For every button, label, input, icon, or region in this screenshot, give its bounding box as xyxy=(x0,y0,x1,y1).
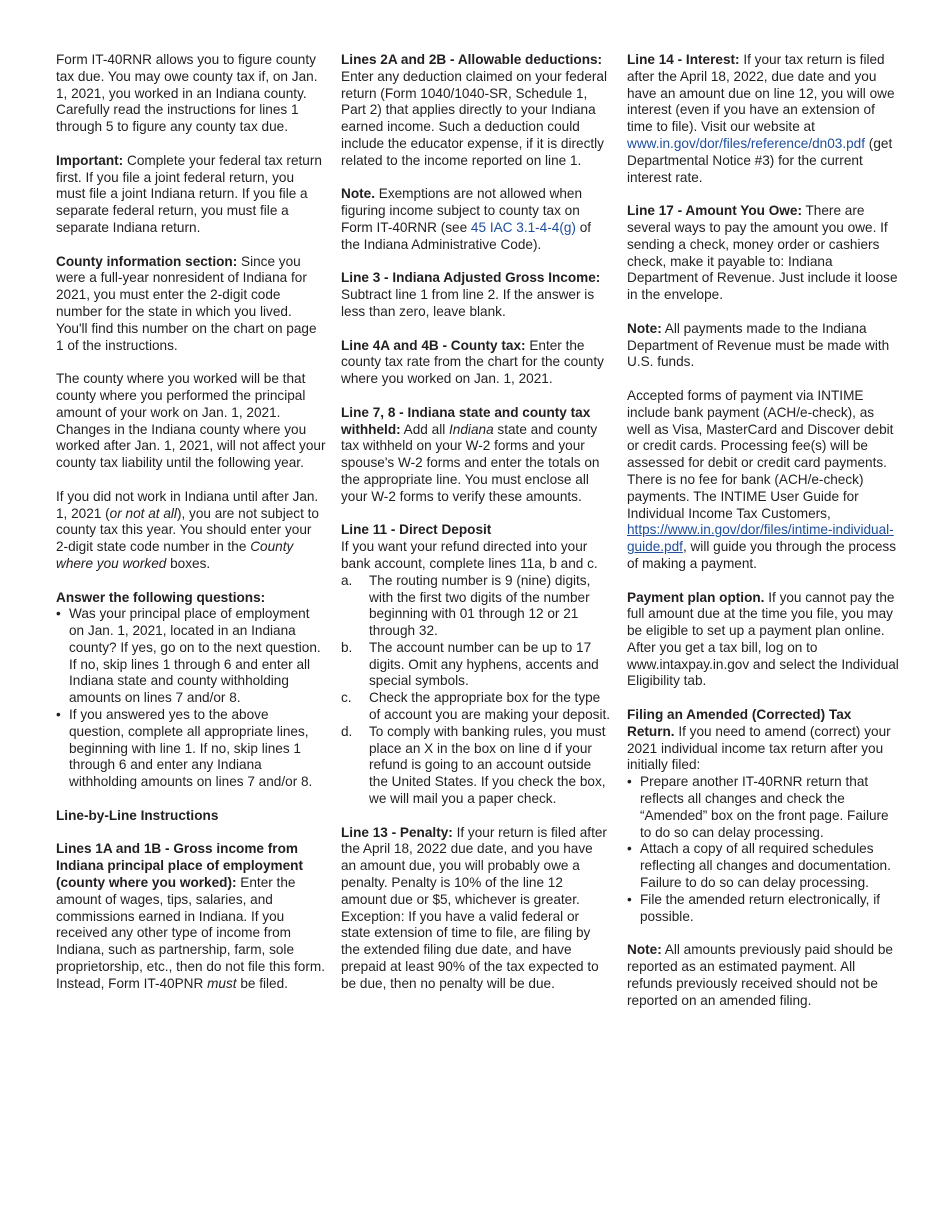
county-worked-paragraph: The county where you worked will be that county where you performed the principal amount of your work on Jan. 1, 2021. Changes in the Indiana county where you worked after Jan. 1, 2021, will not affect your county tax liability until the following year. xyxy=(56,371,326,471)
line-1-heading: Lines 1A and 1B - Gross income from Indiana principal place of employment (county where you worked): xyxy=(56,841,304,891)
list-item: • File the amended return electronically, if possible. xyxy=(627,892,899,926)
county-info-paragraph: County information section: Since you were a full-year nonresident of Indiana for 2021, you must enter the 2-digit code number for the state in which you lived. You'll find this number on the chart on page 1 of the instructions. xyxy=(56,253,317,353)
line-2-heading: Lines 2A and 2B - Allowable deductions: xyxy=(341,52,603,67)
questions-list xyxy=(56,606,326,791)
line-14-paragraph: Line 14 - Interest: If your tax return is filed after the April 18, 2022, due date and you have an amount due on line 12, you will owe interest (even if you have an extension of time to file). Visit our website at www.in.gov/dor/files/reference/dn03.pdf (get Departmental Notice #3) for the current interest rate. xyxy=(627,52,895,185)
questions-section xyxy=(56,590,326,792)
line-1-paragraph: Lines 1A and 1B - Gross income from Indiana principal place of employment (county where you worked): Enter the amount of wages, tips, salaries, and commissions earned in Indiana. If you received any other type of income from Indiana, such as partnership, farm, sole proprietorship, etc., then do not file this form. Instead, Form IT-40PNR must be filed. xyxy=(56,841,325,991)
list-item: • If you answered yes to the above question, complete all appropriate lines, beginning with line 1. If no, skip lines 1 through 6 and enter any Indiana withholding amounts on lines 7 and/or 8. xyxy=(56,707,326,791)
important-heading: Important: xyxy=(56,152,124,168)
direct-deposit-list xyxy=(341,573,611,808)
questions-heading: Answer the following questions: xyxy=(56,589,266,605)
list-item: a. The routing number is 9 (nine) digits, with the first two digits of the number beginning with 01 through 12 or 21 through 32. xyxy=(341,572,591,639)
line-14-heading: Line 14 - Interest: xyxy=(627,52,740,67)
amended-list xyxy=(627,774,899,925)
note-heading: Note: xyxy=(627,942,662,958)
line-3-heading: Line 3 - Indiana Adjusted Gross Income: xyxy=(341,270,601,286)
line-4-heading: Line 4A and 4B - County tax: xyxy=(341,337,526,353)
list-item: • Was your principal place of employment on Jan. 1, 2021, located in an Indiana county? If yes, go on to the next question. If no, skip lines 1 through 6 and enter all Indiana state and county withholding amounts on lines 7 and/or 8. xyxy=(56,606,326,707)
amended-return-section xyxy=(627,707,899,925)
column-2 xyxy=(341,52,611,1009)
payment-plan-heading: Payment plan option. xyxy=(627,589,765,605)
intime-guide-link[interactable]: https://www.in.gov/dor/files/intime-individual-guide.pdf xyxy=(627,522,894,555)
iac-link[interactable]: 45 IAC 3.1-4-4(g) xyxy=(470,219,576,235)
list-item: • Attach a copy of all required schedules reflecting all changes and documentation. Failure to do so can delay processing. xyxy=(627,841,899,891)
exemptions-note-paragraph: Note. Exemptions are not allowed when figuring income subject to county tax on Form IT-40RNR (see 45 IAC 3.1-4-4(g) of the Indiana Administrative Code). xyxy=(341,186,592,252)
line-17-paragraph: Line 17 - Amount You Owe: There are several ways to pay the amount you owe. If sending a check, money order or cashiers check, make it payable to: Indiana Department of Revenue. Just include it loose in the envelope. xyxy=(627,203,898,303)
note-heading: Note: xyxy=(627,320,662,336)
important-paragraph: Important: Complete your federal tax return first. If you file a joint federal return, you must file a joint Indiana return. If you file a separate federal return, you must file a separate Indiana return. xyxy=(56,152,322,235)
direct-deposit-intro: If you want your refund directed into your bank account, complete lines 11a, b and c. xyxy=(341,539,598,571)
line-7-8-paragraph: Line 7, 8 - Indiana state and county tax withheld: Add all Indiana state and county tax withheld on your W-2 forms and your spouse's W-2 forms and enter the totals on the appropriate line. You must enclose all your W-2 forms to verify these amounts. xyxy=(341,404,600,504)
not-worked-paragraph: If you did not work in Indiana until after Jan. 1, 2021 (or not at all), you are not subject to county tax this year. You should enter your 2-digit state code number in the County where you worked boxes. xyxy=(56,488,319,571)
payment-plan-paragraph: Payment plan option. If you cannot pay the full amount due at the time you file, you may be eligible to set up a payment plan online. After you get a tax bill, log on to www.intaxpay.in.gov and select the Individual Eligibility tab. xyxy=(627,589,899,689)
list-item: b. The account number can be up to 17 digits. Omit any hyphens, accents and special symbols. xyxy=(341,639,599,689)
line-by-line-heading: Line-by-Line Instructions xyxy=(56,807,219,823)
list-item: • Prepare another IT-40RNR return that reflects all changes and check the “Amended” box on the front page. Failure to do so can delay processing. xyxy=(627,774,899,841)
line-11-heading: Line 11 - Direct Deposit xyxy=(341,522,492,538)
list-item: d. To comply with banking rules, you must place an X in the box on line d if your refund is going to an account outside the United States. If you check the box, we will mail you a paper check. xyxy=(341,723,606,807)
amended-note-paragraph: Note: All amounts previously paid should be reported as an estimated payment. All refunds previously received should not be reported on an amended filing. xyxy=(627,942,893,1008)
list-item: c. Check the appropriate box for the type of account you are making your deposit. xyxy=(341,690,611,723)
payment-forms-paragraph: Accepted forms of payment via INTIME include bank payment (ACH/e-check), as well as Visa, MasterCard and Discover debit or credit cards. Processing fee(s) will be assessed for debit or credit card payments. There is no fee for bank (ACH/e-check) payments. The INTIME User Guide for Individual Income Tax Customers, https://www.in.gov/dor/files/intime-individual-guide.pdf, will guide you through the process of making a payment. xyxy=(627,387,897,571)
direct-deposit-section xyxy=(341,522,611,808)
line-13-paragraph: Line 13 - Penalty: If your return is filed after the April 18, 2022 due date, and you have an amount due, you will probably owe a penalty. Penalty is 10% of the line 12 amount due or $5, whichever is greater. Exception: If you have a valid federal or state extension of time to file, are filing by the extended filing due date, and have prepaid at least 90% of the tax expected to be due, then no penalty will be due. xyxy=(341,824,607,991)
amended-intro: Filing an Amended (Corrected) Tax Return. If you need to amend (correct) your 2021 individual income tax return after you initially filed: xyxy=(627,707,891,773)
line-17-heading: Line 17 - Amount You Owe: xyxy=(627,203,802,219)
departmental-notice-link[interactable]: www.in.gov/dor/files/reference/dn03.pdf xyxy=(627,135,866,151)
amended-heading: Filing an Amended (Corrected) Tax Return. xyxy=(627,707,852,739)
line-2-paragraph: Lines 2A and 2B - Allowable deductions: Enter any deduction claimed on your federal return (Form 1040/1040-SR, Schedule 1, Part 2) that applies directly to your Indiana earned income. Such a deduction could include the educator expense, if it is directly related to the income reported on line 1. xyxy=(341,52,607,168)
intro-paragraph: Form IT-40RNR allows you to figure county tax due. You may owe county tax if, on Jan. 1, 2021, you worked in an Indiana county. Carefully read the instructions for lines 1 through 5 to figure any county tax due. xyxy=(56,52,318,135)
line-3-paragraph: Line 3 - Indiana Adjusted Gross Income: Subtract line 1 from line 2. If the answer is less than zero, leave blank. xyxy=(341,270,601,319)
county-info-heading: County information section: xyxy=(56,253,238,269)
column-1 xyxy=(56,52,326,1009)
line-4-paragraph: Line 4A and 4B - County tax: Enter the county tax rate from the chart for the county where you worked on Jan. 1, 2021. xyxy=(341,337,604,387)
line-13-heading: Line 13 - Penalty: xyxy=(341,824,453,840)
column-3 xyxy=(627,52,899,1026)
funds-note-paragraph: Note: All payments made to the Indiana Department of Revenue must be made with U.S. funds. xyxy=(627,320,890,370)
line-7-8-heading: Line 7, 8 - Indiana state and county tax withheld: xyxy=(341,404,591,437)
note-heading: Note. xyxy=(341,186,375,202)
